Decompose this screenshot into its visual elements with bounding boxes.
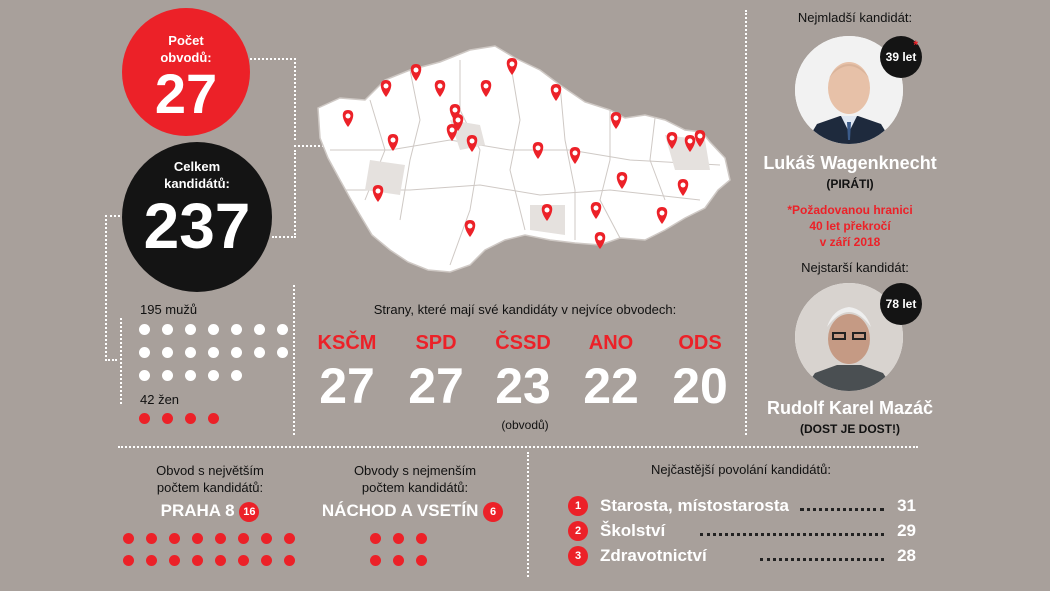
men-dot [208,370,219,381]
occupation-row [566,496,916,520]
party-name: ODS [678,332,722,354]
largest-dot [123,555,134,566]
party-value: 20 [672,358,728,414]
youngest-note-1: *Požadovanou hranici [787,203,913,217]
smallest-dot [416,555,427,566]
party-name: KSČM [317,332,377,354]
women-dot [139,413,150,424]
connector-candidates [272,150,296,238]
parties-note: (obvodů) [501,418,549,432]
youngest-age: 39 let [885,50,917,64]
occupation-leader [800,508,884,511]
map-shape [318,46,730,272]
largest-heading [120,462,300,496]
largest-dot [146,533,157,544]
occupation-label: Zdravotnictví [600,546,707,565]
men-dot [231,370,242,381]
smallest-heading [320,462,510,496]
party-value: 27 [408,358,464,414]
largest-count: 16 [239,502,259,522]
largest-dot [284,555,295,566]
men-dot [208,347,219,358]
party-value: 27 [319,358,375,414]
connector-districts [250,58,296,140]
oldest-age-badge [880,283,922,325]
largest-dot [238,533,249,544]
smallest-dot [416,533,427,544]
occupation-label: Školství [600,521,666,540]
smallest-count: 6 [483,502,503,522]
party-item [571,332,651,414]
youngest-party: (PIRÁTI) [826,177,874,191]
map-pin-icon [595,232,606,249]
districts-circle [122,8,250,136]
occupation-label: Starosta, místostarosta [600,496,789,515]
smallest-dot [393,533,404,544]
women-dot [185,413,196,424]
women-dot [208,413,219,424]
men-dot [139,324,150,335]
vertical-divider-bottom [527,452,529,577]
largest-dot [169,555,180,566]
occupation-leader [700,533,884,536]
occupation-row [566,521,916,545]
vertical-divider-right [745,10,747,435]
men-dot [277,324,288,335]
smallest-row [305,501,520,522]
largest-heading-1: Obvod s největším [156,463,264,478]
men-dot [277,347,288,358]
oldest-name: Rudolf Karel Mazáč [766,398,934,418]
party-name: SPD [415,332,457,354]
candidates-circle [122,142,272,292]
men-dot [185,370,196,381]
men-dot [231,324,242,335]
largest-dot [238,555,249,566]
party-value: 22 [583,358,639,414]
smallest-dot [393,555,404,566]
women-dot [162,413,173,424]
party-name: ČSSD [495,332,551,354]
largest-heading-2: počtem kandidátů: [156,480,264,495]
youngest-note [755,202,945,250]
candidates-label-2: kandidátů: [164,176,230,191]
largest-dot [261,555,272,566]
youngest-asterisk: * [913,38,918,52]
districts-label-2: obvodů: [160,50,212,65]
party-name: ANO [588,332,634,354]
parties-heading: Strany, které mají své kandidáty v nejvíce obvodech: [373,302,677,317]
oldest-party: (DOST JE DOST!) [799,422,900,436]
largest-row [120,501,300,522]
largest-dot [169,533,180,544]
smallest-dot [370,555,381,566]
party-item [483,332,563,414]
largest-dot [192,555,203,566]
connector-gender-women [120,318,138,404]
smallest-heading-2: počtem kandidátů: [361,480,469,495]
men-dot [139,370,150,381]
districts-value: 27 [154,62,218,125]
youngest-note-2: 40 let překročí [809,219,891,233]
men-dot [254,324,265,335]
party-item [660,332,740,414]
connector-gender-men [105,359,117,361]
occupation-rank: 2 [568,521,588,541]
czech-map [310,40,735,280]
largest-dot [215,533,226,544]
districts-label-1: Počet [168,33,204,48]
party-item [307,332,387,414]
youngest-age-badge [880,36,922,78]
occupation-leader [760,558,884,561]
largest-dot [261,533,272,544]
men-dot [231,347,242,358]
candidates-label-1: Celkem [173,159,221,174]
occupation-value: 28 [897,546,916,565]
largest-dot [146,555,157,566]
occupations-heading: Nejčastější povolání kandidátů: [651,462,831,477]
smallest-dot [370,533,381,544]
occupation-value: 29 [897,521,916,540]
largest-dot [123,533,134,544]
largest-dot [192,533,203,544]
women-label: 42 žen [140,392,180,407]
men-dot [185,324,196,335]
candidates-value: 237 [143,190,251,262]
vertical-divider-left [293,285,295,435]
occupation-row [566,546,916,570]
oldest-heading: Nejstarší kandidát: [801,260,909,275]
smallest-heading-1: Obvody s nejmenším [353,463,477,478]
men-dot [162,324,173,335]
smallest-name: NÁCHOD A VSETÍN [321,501,479,520]
occupation-value: 31 [897,496,916,515]
youngest-heading: Nejmladší kandidát: [797,10,913,25]
men-dot [208,324,219,335]
party-item [396,332,476,414]
horizontal-divider [118,446,918,448]
largest-name: PRAHA 8 [160,501,235,520]
men-dot [162,347,173,358]
largest-dot [215,555,226,566]
occupation-rank: 1 [568,496,588,516]
men-dot [254,347,265,358]
oldest-age: 78 let [885,297,917,311]
men-dot [185,347,196,358]
largest-dot [284,533,295,544]
party-value: 23 [495,358,551,414]
youngest-note-3: v září 2018 [819,235,881,249]
men-dot [139,347,150,358]
occupation-rank: 3 [568,546,588,566]
youngest-name: Lukáš Wagenknecht [763,153,937,173]
men-dot [162,370,173,381]
men-label: 195 mužů [140,302,198,317]
